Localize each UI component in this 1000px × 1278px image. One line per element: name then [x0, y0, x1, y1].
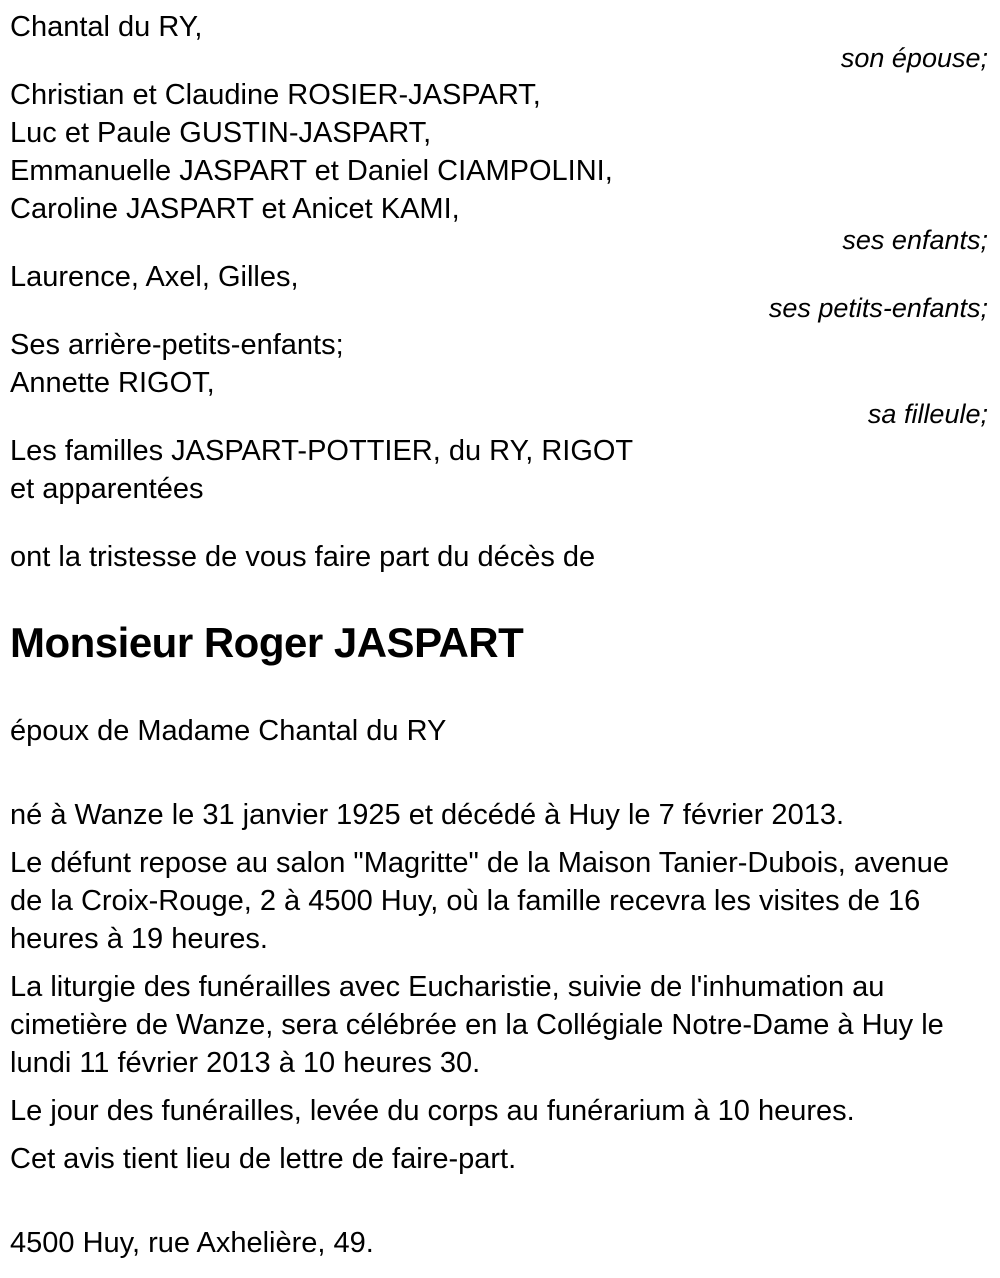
relative-names	[10, 76, 988, 228]
relative-names	[10, 326, 988, 402]
death-notice-document	[10, 8, 988, 1262]
relative-name-line: Ses arrière-petits-enfants;	[10, 329, 344, 361]
spouse-line: époux de Madame Chantal du RY	[10, 715, 447, 747]
relative-names	[10, 8, 988, 46]
relative-name-line: Caroline JASPART et Anicet KAMI,	[10, 193, 460, 225]
relative-name-line: Emmanuelle JASPART et Daniel CIAMPOLINI,	[10, 155, 613, 187]
relative-name-line: Laurence, Axel, Gilles,	[10, 261, 299, 293]
address-line: 4500 Huy, rue Axhelière, 49.	[10, 1227, 374, 1259]
relatives-group-children	[10, 76, 988, 255]
liturgy-paragraph: La liturgie des funérailles avec Eucharistie, suivie de l'inhumation au cimetière de Wanze, sera célébrée en la Collégiale Notre-Dame à Huy le lundi 11 février 2013 à 10 heures 30.	[10, 971, 944, 1079]
deceased-name-title: Monsieur Roger JASPART	[10, 619, 524, 666]
announcement-body	[10, 796, 988, 1178]
relation-label-children: ses enfants;	[842, 225, 988, 255]
relatives-group-grandchildren	[10, 258, 988, 323]
relative-names	[10, 432, 988, 508]
relatives-group-spouse	[10, 8, 988, 73]
relative-name-line: Annette RIGOT,	[10, 367, 215, 399]
relative-name-line: Chantal du RY,	[10, 11, 203, 43]
relative-names	[10, 258, 988, 296]
relative-name-line: Luc et Paule GUSTIN-JASPART,	[10, 117, 432, 149]
relatives-group-families	[10, 432, 988, 508]
relative-name-line: Les familles JASPART-POTTIER, du RY, RIGOT	[10, 435, 634, 467]
relative-name-line: et apparentées	[10, 473, 204, 505]
relation-label-grandchildren: ses petits-enfants;	[768, 293, 988, 323]
birth-death-line: né à Wanze le 31 janvier 1925 et décédé à Huy le 7 février 2013.	[10, 799, 845, 831]
repose-paragraph: Le défunt repose au salon "Magritte" de la Maison Tanier-Dubois, avenue de la Croix-Rouge, 2 à 4500 Huy, où la famille recevra les visites de 16 heures à 19 heures.	[10, 847, 949, 955]
relation-label-goddaughter: sa filleule;	[867, 399, 988, 429]
avis-line: Cet avis tient lieu de lettre de faire-part.	[10, 1143, 517, 1175]
relatives-group-goddaughter	[10, 326, 988, 429]
relation-label-spouse: son épouse;	[840, 43, 988, 73]
intro-line: ont la tristesse de vous faire part du décès de	[10, 541, 596, 573]
levee-du-corps-line: Le jour des funérailles, levée du corps au funérarium à 10 heures.	[10, 1095, 855, 1127]
relative-name-line: Christian et Claudine ROSIER-JASPART,	[10, 79, 541, 111]
